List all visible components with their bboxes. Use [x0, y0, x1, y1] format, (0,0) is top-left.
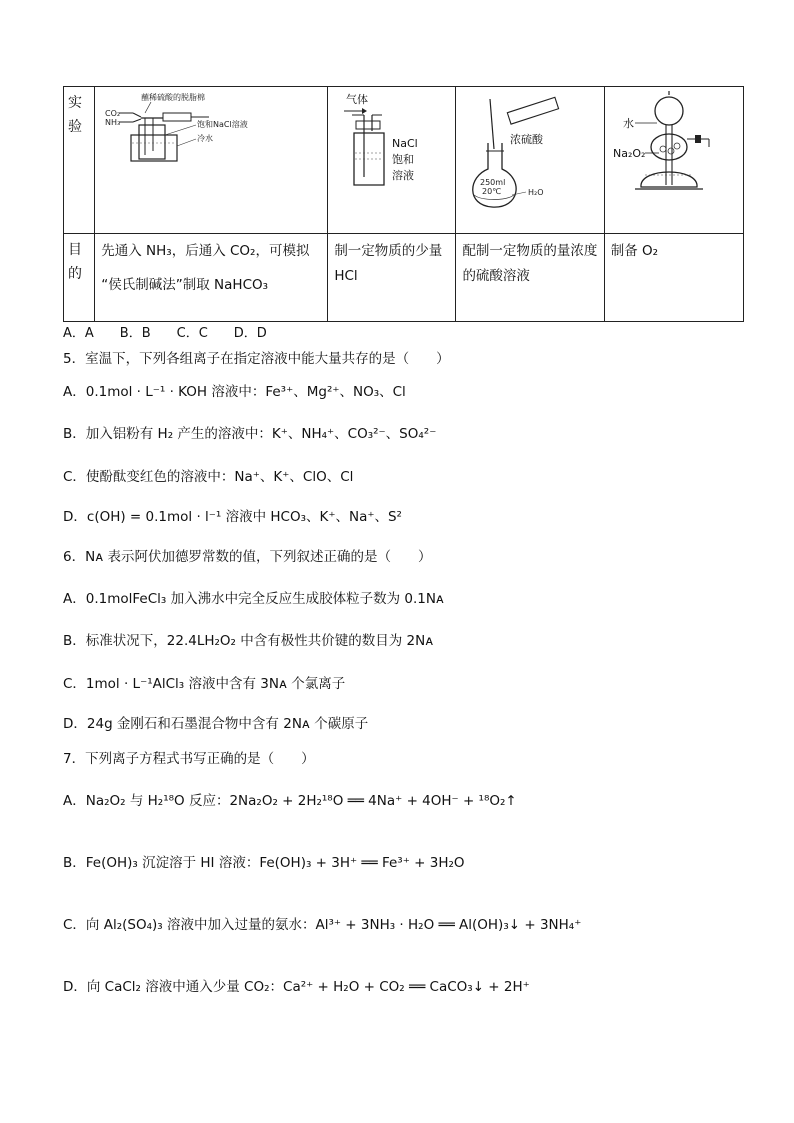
purpose-d: 制备 O₂ [604, 234, 743, 322]
figure-b-cell [328, 87, 456, 234]
figure-b-gas-washing-bottle [334, 91, 436, 191]
q5-option-b: B．加入铝粉有 H₂ 产生的溶液中：K⁺、NH₄⁺、CO₃²⁻、SO₄²⁻ [63, 426, 437, 442]
figure-a-cell [95, 87, 328, 234]
figure-d-cell [604, 87, 743, 234]
q7-option-b: B．Fe(OH)₃ 沉淀溶于 HI 溶液：Fe(OH)₃ + 3H⁺ ══ Fe³⁺ + 3H₂O [63, 855, 465, 871]
purpose-a [95, 234, 328, 322]
figure-d-kipp-apparatus [611, 91, 727, 201]
figure-c-cell [456, 87, 604, 234]
figure-a-apparatus [101, 91, 251, 163]
experiment-row [64, 87, 744, 234]
fig-b-label-gas: 气体 [346, 93, 369, 106]
row-header-purpose: 目的 [64, 234, 95, 322]
fig-d-label-water: 水 [622, 117, 634, 130]
q7-stem: 7．下列离子方程式书写正确的是（ ） [63, 751, 315, 767]
fig-b-label-saturated: 饱和 [392, 153, 415, 166]
fig-d-label-na2o2: Na₂O₂ [612, 147, 646, 160]
q7-option-c: C．向 Al₂(SO₄)₃ 溶液中加入过量的氨水：Al³⁺ + 3NH₃ · H₂O ══ Al(OH)₃↓ + 3NH₄⁺ [63, 917, 582, 933]
q7-option-d: D．向 CaCl₂ 溶液中通入少量 CO₂：Ca²⁺ + H₂O + CO₂ ══ CaCO₃↓ + 2H⁺ [63, 979, 530, 995]
q5-option-d: D．c(OH) = 0.1mol · l⁻¹ 溶液中 HCO₃、K⁺、Na⁺、S² [63, 509, 402, 525]
fig-a-label-top: 蘸稀硫酸的脱脂棉 [141, 93, 206, 102]
fig-a-label-saturated: 饱和NaCl溶液 [197, 120, 248, 129]
q5-stem: 5．室温下，下列各组离子在指定溶液中能大量共存的是（ ） [63, 351, 450, 367]
experiment-table [63, 86, 744, 322]
fig-c-label-acid: 浓硫酸 [510, 133, 544, 146]
fig-a-label-nh3: NH₃ [105, 118, 121, 127]
figure-c-volumetric-flask [462, 91, 586, 213]
q6-option-a: A．0.1molFeCl₃ 加入沸水中完全反应生成胶体粒子数为 0.1Nᴀ [63, 591, 444, 607]
q6-option-d: D．24g 金刚石和石墨混合物中含有 2Nᴀ 个碳原子 [63, 716, 369, 732]
fig-c-label-water: H₂O [528, 188, 544, 197]
purpose-c: 配制一定物质的量浓度的硫酸溶液 [456, 234, 604, 322]
row-header-experiment: 实验 [64, 87, 95, 234]
q6-stem: 6．Nᴀ 表示阿伏加德罗常数的值，下列叙述正确的是（ ） [63, 549, 432, 565]
q5-option-a: A．0.1mol · L⁻¹ · KOH 溶液中：Fe³⁺、Mg²⁺、NO₃、Cl [63, 384, 406, 400]
q5-option-c: C．使酚酞变红色的溶液中：Na⁺、K⁺、ClO、Cl [63, 469, 354, 485]
q4-choices: A．A B．B C．C D．D [63, 326, 267, 341]
fig-c-label-temp: 20℃ [482, 187, 502, 196]
fig-b-label-solution: 溶液 [392, 169, 415, 182]
fig-a-label-co2: CO₂ [105, 109, 121, 118]
fig-c-label-volume: 250ml [480, 178, 506, 187]
purpose-a-line2: “侯氏制碱法”制取 NaHCO₃ [101, 277, 269, 293]
fig-a-label-cold-water: 冷水 [197, 134, 214, 143]
fig-b-label-nacl: NaCl [392, 137, 419, 150]
q6-option-c: C．1mol · L⁻¹AlCl₃ 溶液中含有 3Nᴀ 个氯离子 [63, 676, 346, 692]
purpose-a-line1: 先通入 NH₃，后通入 CO₂，可模拟 [101, 243, 310, 259]
purpose-row [64, 234, 744, 322]
q7-option-a: A．Na₂O₂ 与 H₂¹⁸O 反应：2Na₂O₂ + 2H₂¹⁸O ══ 4Na⁺ + 4OH⁻ + ¹⁸O₂↑ [63, 793, 517, 809]
purpose-b: 制一定物质的少量 HCl [328, 234, 456, 322]
q6-option-b: B．标准状况下，22.4LH₂O₂ 中含有极性共价键的数目为 2Nᴀ [63, 633, 434, 649]
